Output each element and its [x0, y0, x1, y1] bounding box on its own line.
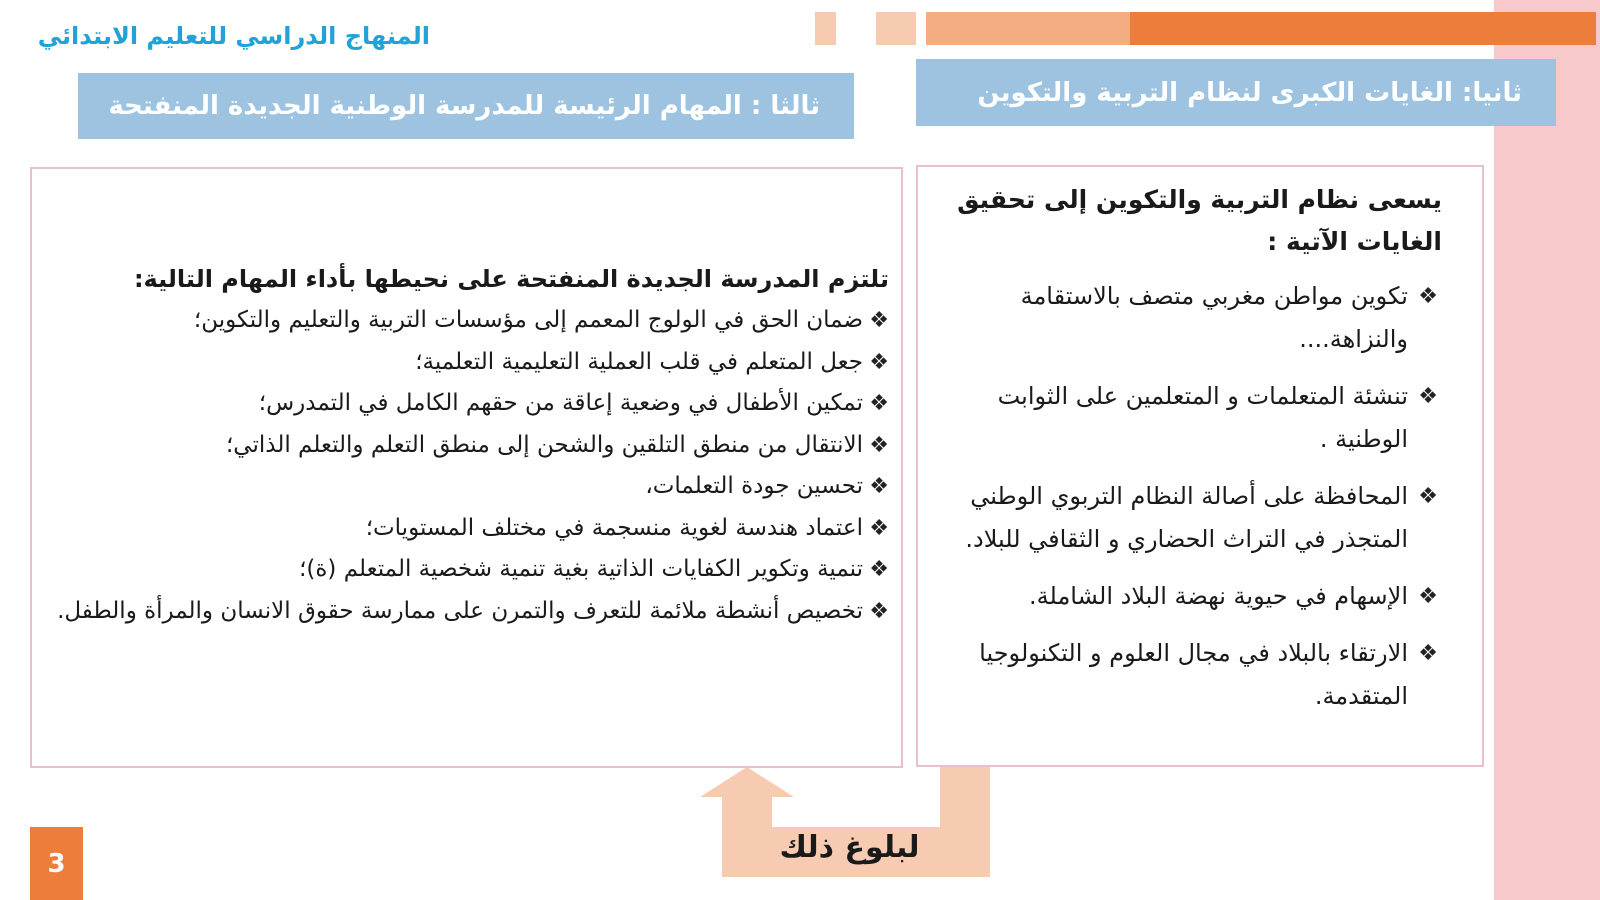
- page-number: 3: [30, 827, 83, 900]
- section-header-missions: ثالثا : المهام الرئيسة للمدرسة الوطنية الجديدة المنفتحة: [78, 73, 854, 139]
- goals-intro: يسعى نظام التربية والتكوين إلى تحقيق الغايات الآتية :: [957, 185, 1442, 256]
- site-title: المنهاج الدراسي للتعليم الابتدائي: [37, 22, 430, 50]
- list-item: ❖ الانتقال من منطق التلقين والشحن إلى منطق التعلم والتعلم الذاتي؛: [42, 425, 889, 467]
- bullet-icon: ❖: [869, 308, 889, 333]
- list-item: ❖ تمكين الأطفال في وضعية إعاقة من حقهم الكامل في التمدرس؛: [42, 383, 889, 425]
- list-item: ❖ تكوين مواطن مغربي متصف بالاستقامة والنزاهة....: [928, 275, 1442, 361]
- goals-list: [928, 275, 1442, 718]
- bullet-icon: ❖: [869, 474, 889, 499]
- bullet-icon: ❖: [869, 515, 889, 541]
- bullet-icon: ❖: [869, 391, 889, 416]
- bullet-icon: ❖: [1418, 484, 1438, 509]
- list-item: ❖ المحافظة على أصالة النظام التربوي الوطني المتجذر في التراث الحضاري و الثقافي للبلاد.: [928, 475, 1442, 561]
- top-deco-bar-1: [815, 12, 836, 45]
- missions-intro: تلتزم المدرسة الجديدة المنفتحة على نحيطها بأداء المهام التالية:: [133, 265, 889, 293]
- top-deco-bar-3: [926, 12, 1130, 45]
- bullet-icon: ❖: [1418, 384, 1438, 409]
- list-item: ❖ الارتقاء بالبلاد في مجال العلوم و التكنولوجيا المتقدمة.: [928, 632, 1442, 718]
- bullet-icon: ❖: [1418, 284, 1438, 309]
- bullet-icon: ❖: [1418, 584, 1438, 609]
- right-decorative-strip: [1494, 0, 1600, 900]
- top-deco-bar-4: [1130, 12, 1596, 45]
- list-item: ❖ تنمية وتكوير الكفايات الذاتية بغية تنمية شخصية المتعلم (ة)؛: [42, 549, 889, 591]
- list-item: ❖ اعتماد هندسة لغوية منسجمة في مختلف المستويات؛: [42, 508, 889, 550]
- missions-list: [42, 300, 889, 632]
- bullet-icon: ❖: [869, 432, 889, 458]
- bullet-icon: ❖: [869, 349, 889, 375]
- bullet-icon: ❖: [869, 557, 889, 582]
- section-header-goals: ثانيا: الغايات الكبرى لنظام التربية والتكوين: [916, 59, 1556, 126]
- list-item: ❖ الإسهام في حيوية نهضة البلاد الشاملة.: [928, 575, 1442, 618]
- list-item: ❖ ضمان الحق في الولوج المعمم إلى مؤسسات التربية والتعليم والتكوين؛: [42, 300, 889, 342]
- top-deco-bar-2: [876, 12, 916, 45]
- list-item: ❖ جعل المتعلم في قلب العملية التعليمية التعلمية؛: [42, 342, 889, 384]
- arrow-label: لبلوغ ذلك: [779, 830, 920, 865]
- list-item: ❖ تحسين جودة التعلمات،: [42, 466, 889, 508]
- bullet-icon: ❖: [869, 598, 889, 624]
- list-item: ❖ تخصيص أنشطة ملائمة للتعرف والتمرن على ممارسة حقوق الانسان والمرأة والطفل.: [42, 591, 889, 633]
- list-item: ❖ تنشئة المتعلمات و المتعلمين على الثوابت الوطنية .: [928, 375, 1442, 461]
- goals-panel: [916, 165, 1484, 767]
- bullet-icon: ❖: [1418, 641, 1438, 666]
- missions-panel: [30, 167, 903, 768]
